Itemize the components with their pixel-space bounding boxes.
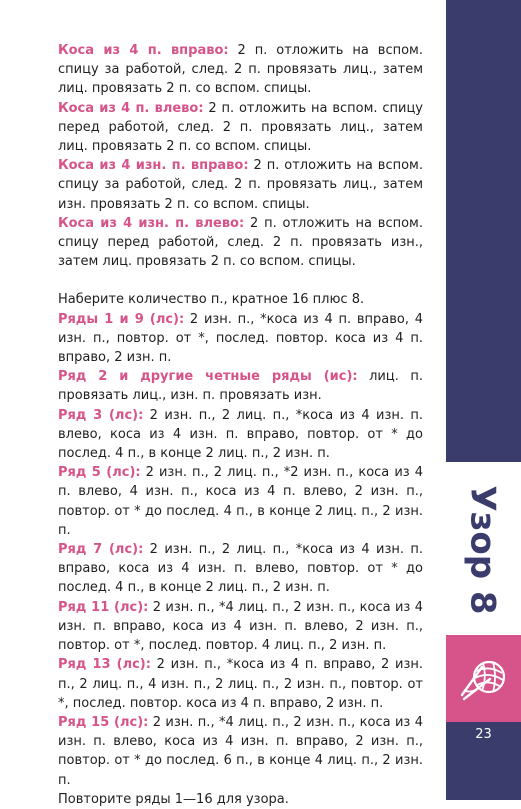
- section-title-text: Узор 8: [463, 485, 504, 615]
- row-text: 2 изн. п., *4 лиц. п., 2 изн. п., коса из 4 изн. п. вправо, коса из 4 изн. п. влево, 2 изн. п., повтор. от *, послед. повтор. 4 лиц. п., 2 изн. п.: [58, 599, 423, 654]
- row-label: Ряд 13 (лс):: [58, 657, 151, 673]
- paragraph: [58, 41, 423, 99]
- row-text: 2 изн. п., 2 лиц. п., *коса из 4 изн. п. влево, коса из 4 изн. п. вправо, повтор. от * до послед. 4 п., в конце 2 лиц. п., 2 изн. п.: [58, 407, 424, 462]
- term-text: 2 п. отложить на вспом. спицу за работой, след. 2 п. провязать лиц., затем лиц. провязать 2 п. со вспом. спицы.: [58, 43, 423, 97]
- pattern-instructions: [58, 41, 423, 809]
- paragraph: [58, 99, 423, 157]
- row-text: 2 изн. п., *коса из 4 п. вправо, 4 изн. п., повтор. от *, послед. повтор. коса из 4 п. вправо, 2 изн. п.: [58, 311, 423, 366]
- term-label: Коса из 4 п. влево:: [58, 100, 204, 116]
- row-text: 2 изн. п., 2 лиц. п., *2 изн. п., коса из 4 п. влево, 4 изн. п., коса из 4 п. влево, 2 изн. п., повтор. от * до послед. 4 п., в конце 2 лиц. п., 2 изн. п.: [58, 465, 423, 538]
- row-label: Ряд 7 (лс):: [58, 542, 144, 558]
- row-text: лиц. п. провязать лиц., изн. п. провязать изн.: [58, 369, 423, 404]
- term-text: 2 п. отложить на вспом. спицу перед работой, след. 2 п. провязать лиц., затем лиц. провязать 2 п. со вспом. спицы.: [58, 100, 423, 155]
- paragraph: [58, 598, 423, 656]
- term-text: 2 п. отложить на вспом. спицу за работой, след. 2 п. провязать лиц., затем изн. провязать 2 п. со вспом. спицы.: [58, 158, 423, 212]
- paragraph: [58, 156, 423, 214]
- intro-text: Наберите количество п., кратное 16 плюс 8.: [58, 292, 365, 308]
- row-label: Ряд 3 (лс):: [58, 407, 144, 423]
- paragraph: [58, 367, 423, 405]
- row-label: Ряд 2 и другие четные ряды (ис):: [58, 369, 358, 385]
- row-label: Ряд 5 (лс):: [58, 465, 141, 481]
- closing-text: Повторите ряды 1—16 для узора.: [58, 791, 289, 807]
- paragraph-gap: [58, 271, 423, 290]
- row-label: Ряды 1 и 9 (лс):: [58, 311, 185, 327]
- term-label: Коса из 4 изн. п. вправо:: [58, 158, 249, 174]
- term-label: Коса из 4 изн. п. влево:: [58, 215, 245, 231]
- paragraph: [58, 713, 423, 790]
- yarn-ball-icon: [456, 649, 512, 709]
- row-label: Ряд 11 (лс):: [58, 599, 149, 615]
- row-text: 2 изн. п., *коса из 4 п. вправо, 2 изн. п., 2 лиц. п., 4 изн. п., 2 лиц. п., 2 изн. п., повтор. от *, послед. повтор. коса из 4 п. вправо, 2 изн. п.: [58, 657, 423, 711]
- page-number: 23: [475, 727, 492, 742]
- row-text: 2 изн. п., *4 лиц. п., 2 изн. п., коса из 4 изн. п. влево, коса из 4 изн. п. вправо, 2 изн. п., повтор. от * до послед. 6 п., в конце 4 лиц. п., 2 изн. п.: [58, 714, 423, 788]
- paragraph: [58, 655, 423, 713]
- yarn-icon-box: [446, 635, 521, 722]
- paragraph: [58, 290, 423, 309]
- term-label: Коса из 4 п. вправо:: [58, 43, 229, 58]
- paragraph: [58, 463, 423, 540]
- paragraph: [58, 406, 423, 464]
- paragraph: [58, 790, 423, 809]
- paragraph: [58, 540, 423, 598]
- term-text: 2 п. отложить на вспом. спицу перед работой, след. 2 п. провязать изн., затем лиц. провязать 2 п. со вспом. спицы.: [58, 215, 423, 270]
- row-label: Ряд 15 (лс):: [58, 714, 149, 730]
- section-title: [458, 470, 508, 630]
- paragraph: [58, 214, 423, 272]
- row-text: 2 изн. п., 2 лиц. п., *коса из 4 изн. п. вправо, коса из 4 изн. п. влево, повтор. от * до послед. 4 п., в конце 2 лиц. п., 2 изн. п.: [58, 542, 424, 596]
- paragraph: [58, 310, 423, 368]
